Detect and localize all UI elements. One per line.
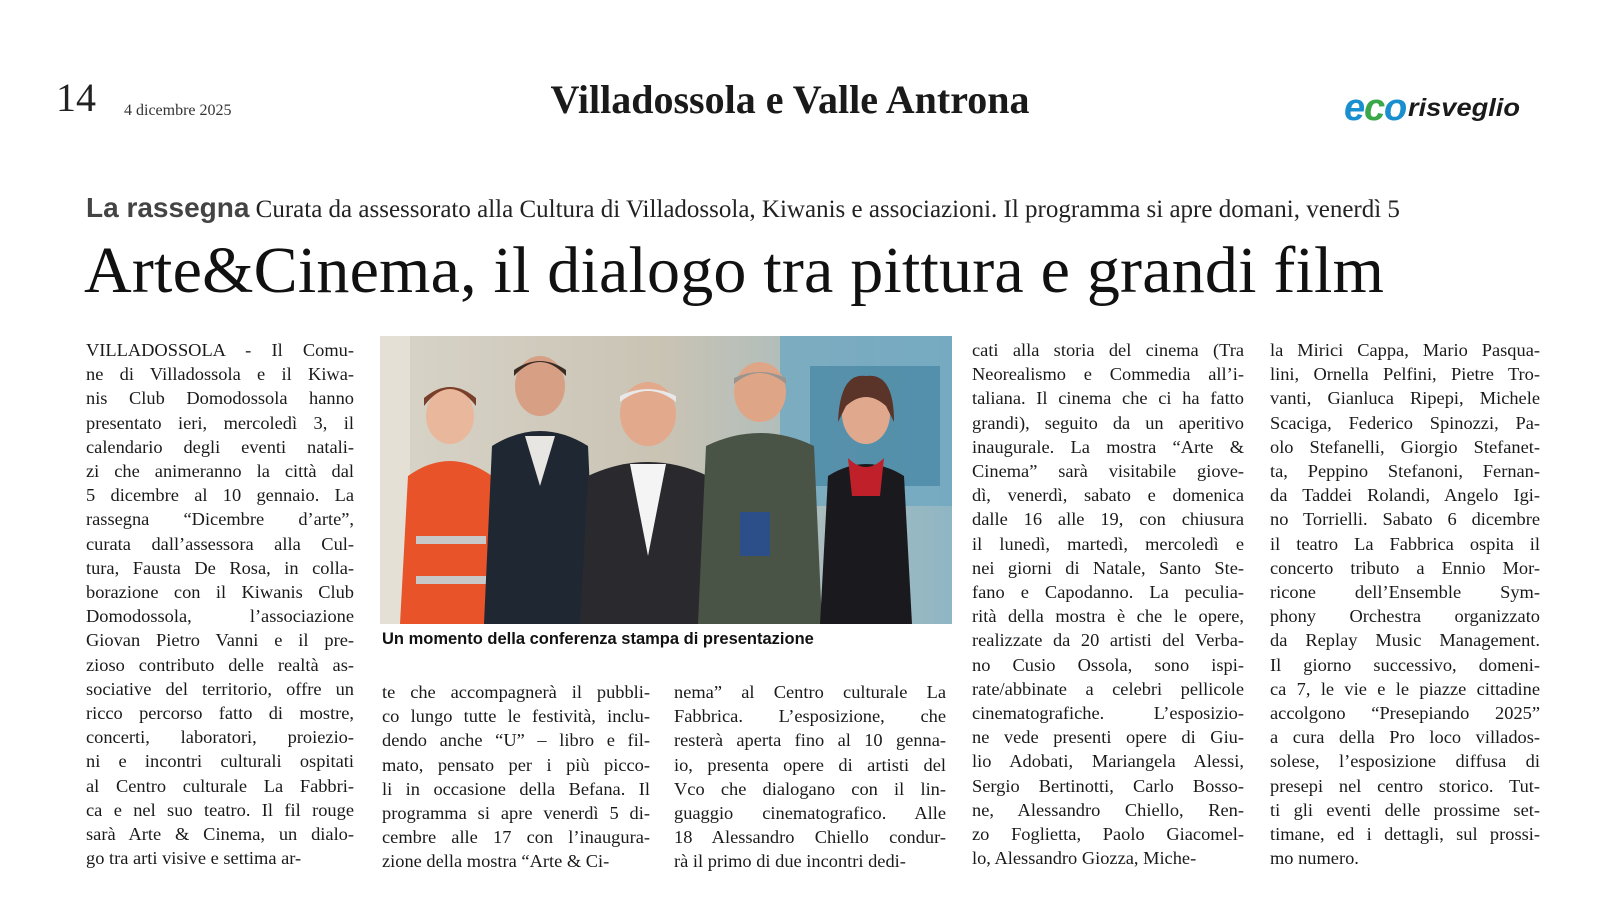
article-line: nis Club Domodossola hanno [86, 388, 354, 409]
article-line: sociative del territorio, offre un [86, 678, 354, 699]
article-line: la Mirici Cappa, Mario Pasqua- [1270, 340, 1540, 360]
article-line: cinematografiche. L’esposizio- [972, 703, 1244, 724]
section-title: Villadossola e Valle Antrona [550, 77, 1030, 122]
article-line: Sergio Bertinotti, Carlo Bosso- [972, 775, 1244, 796]
article-line: cembre alle 17 con l’inaugura- [382, 827, 650, 848]
article-line: concerto tributo a Ennio Mor- [1270, 557, 1540, 578]
article-line: fano e Capodanno. La peculia- [972, 582, 1244, 603]
article-line: presentato ieri, mercoledì 3, il [86, 412, 354, 433]
article-line: concerti, laboratori, proiezio- [86, 727, 354, 748]
article-line: go tra arti visive e settima ar- [86, 848, 302, 869]
article-line: VILLADOSSOLA - Il Comu- [86, 340, 354, 360]
article-line: accolgono “Presepiando 2025” [1270, 703, 1540, 724]
article-line: rità della mostra è che le opere, [972, 606, 1244, 627]
article-line: dì, venerdì, sabato e domenica [972, 485, 1244, 506]
svg-text:e: e [1344, 87, 1366, 129]
article-line: no Cusio Ossola, sono ispi- [972, 654, 1244, 675]
article-line: ricone dell’Ensemble Sym- [1270, 582, 1540, 603]
article-line: sarà Arte & Cinema, un dialo- [86, 824, 354, 845]
article-line: ne vede presenti opere di Giu- [972, 727, 1244, 748]
article-line: dalle 16 alle 19, con chiusura [972, 509, 1244, 530]
article-line: ca 7, le vie e le piazze cittadine [1270, 678, 1540, 699]
article-column-5 [1270, 338, 1540, 870]
article-line: guaggio cinematografico. Alle [674, 803, 946, 824]
article-line: solese, l’esposizione diffusa di [1270, 751, 1540, 772]
ecorisveglio-logo [1344, 84, 1524, 130]
photo-illustration [380, 336, 952, 624]
article-line: programma si apre venerdì 5 di- [382, 803, 650, 824]
article-line: il lunedì, martedì, mercoledì e [972, 533, 1244, 554]
article-line: Fabbrica. L’esposizione, che [674, 706, 946, 727]
article-line: Neorealismo e Commedia all’i- [972, 364, 1244, 385]
article-line: Scaciga, Federico Spinozzi, Pa- [1270, 412, 1540, 433]
article-line: Giovan Pietro Vanni e il pre- [86, 630, 354, 651]
article-line: lini, Ornella Pelfini, Pietre Tro- [1270, 364, 1540, 385]
article-line: te che accompagnerà il pubbli- [382, 682, 650, 702]
article-line: zione della mostra “Arte & Ci- [382, 851, 610, 872]
article-column-3 [674, 680, 946, 874]
article-line: phony Orchestra organizzato [1270, 606, 1540, 627]
article-line: mo numero. [1270, 848, 1359, 869]
article-line: presepi nel centro storico. Tut- [1270, 775, 1540, 796]
article-line: tura, Fausta De Rosa, in colla- [86, 557, 354, 578]
article-line: calendario degli eventi natali- [86, 436, 354, 457]
article-line: rate/abbinate a celebri pellicole [972, 678, 1244, 699]
kicker-label: La rassegna [86, 192, 250, 223]
article-line: cati alla storia del cinema (Tra [972, 340, 1244, 360]
article-line: grandi), seguito da un aperitivo [972, 412, 1244, 433]
article-line: zo Foglietta, Paolo Giacomel- [972, 824, 1244, 845]
article-line: li in occasione della Befana. Il [382, 778, 650, 799]
article-line: lo, Alessandro Giozza, Miche- [972, 848, 1197, 869]
article-line: a cura della Pro loco villados- [1270, 727, 1540, 748]
photo-caption: Un momento della conferenza stampa di presentazione [382, 630, 814, 648]
issue-date: 4 dicembre 2025 [124, 102, 232, 119]
article-line: inaugurale. La mostra “Arte & [972, 436, 1244, 457]
article-line: resterà aperta fino al 10 genna- [674, 730, 946, 751]
article-line: curata dall’assessora alla Cul- [86, 533, 354, 554]
article-line: zi che animeranno la città dal [86, 461, 354, 482]
article-line: mato, pensato per i più picco- [382, 754, 650, 775]
article-line: ti gli eventi delle prossime set- [1270, 799, 1540, 820]
article-line: ni e incontri culturali ospitati [86, 751, 354, 772]
article-line: nei giorni di Natale, Santo Ste- [972, 557, 1244, 578]
article-line: taliana. Il cinema che ci ha fatto [972, 388, 1244, 409]
page-number: 14 [56, 75, 96, 120]
article-line: co lungo tutte le festività, inclu- [382, 706, 650, 727]
svg-text:risveglio: risveglio [1408, 94, 1520, 122]
article-line: Il giorno successivo, domeni- [1270, 654, 1540, 675]
article-headline: Arte&Cinema, il dialogo tra pittura e grandi film [84, 234, 1385, 307]
article-line: da Taddei Rolandi, Angelo Igi- [1270, 485, 1540, 506]
article-line: il teatro La Fabbrica ospita il [1270, 533, 1540, 554]
article-line: zioso contributo delle realtà as- [86, 654, 354, 675]
article-line: 18 Alessandro Chiello condur- [674, 827, 946, 848]
kicker-text: Curata da assessorato alla Cultura di Villadossola, Kiwanis e associazioni. Il programma si apre domani, venerdì 5 [255, 196, 1400, 223]
article-line: ne, Alessandro Chiello, Ren- [972, 799, 1244, 820]
article-line: timane, ed i dettagli, sul prossi- [1270, 824, 1540, 845]
article-column-2 [382, 680, 650, 874]
svg-text:o: o [1384, 87, 1408, 129]
article-line: Cinema” sarà visitabile giove- [972, 461, 1244, 482]
article-line: rassegna “Dicembre d’arte”, [86, 509, 354, 530]
article-line: ca e nel suo teatro. Il fil rouge [86, 799, 354, 820]
article-line: Domodossola, l’associazione [86, 606, 354, 627]
article-line: rà il primo di due incontri dedi- [674, 851, 906, 872]
article-line: 5 dicembre al 10 gennaio. La [86, 485, 354, 506]
article-line: olo Stefanelli, Giorgio Stefanet- [1270, 436, 1540, 457]
article-line: al Centro culturale La Fabbri- [86, 775, 354, 796]
article-line: ta, Peppino Stefanoni, Fernan- [1270, 461, 1540, 482]
article-line: nema” al Centro culturale La [674, 682, 946, 702]
press-conference-photo [380, 336, 952, 624]
article-column-1 [86, 338, 354, 870]
article-line: dendo anche “U” – libro e fil- [382, 730, 650, 751]
article-line: borazione con il Kiwanis Club [86, 582, 354, 603]
article-line: io, presenta opere di artisti del [674, 754, 946, 775]
article-column-4 [972, 338, 1244, 870]
article-line: ricco percorso fatto di mostre, [86, 703, 354, 724]
article-kicker [86, 194, 1400, 222]
article-line: realizzate da 20 artisti del Verba- [972, 630, 1244, 651]
article-line: lio Adobati, Mariangela Alessi, [972, 751, 1244, 772]
article-line: no Torrielli. Sabato 6 dicembre [1270, 509, 1540, 530]
svg-text:c: c [1364, 87, 1386, 129]
article-line: ne di Villadossola e il Kiwa- [86, 364, 354, 385]
article-line: vanti, Gianluca Ripepi, Michele [1270, 388, 1540, 409]
article-line: Vco che dialogano con il lin- [674, 778, 946, 799]
article-line: da Replay Music Management. [1270, 630, 1540, 651]
